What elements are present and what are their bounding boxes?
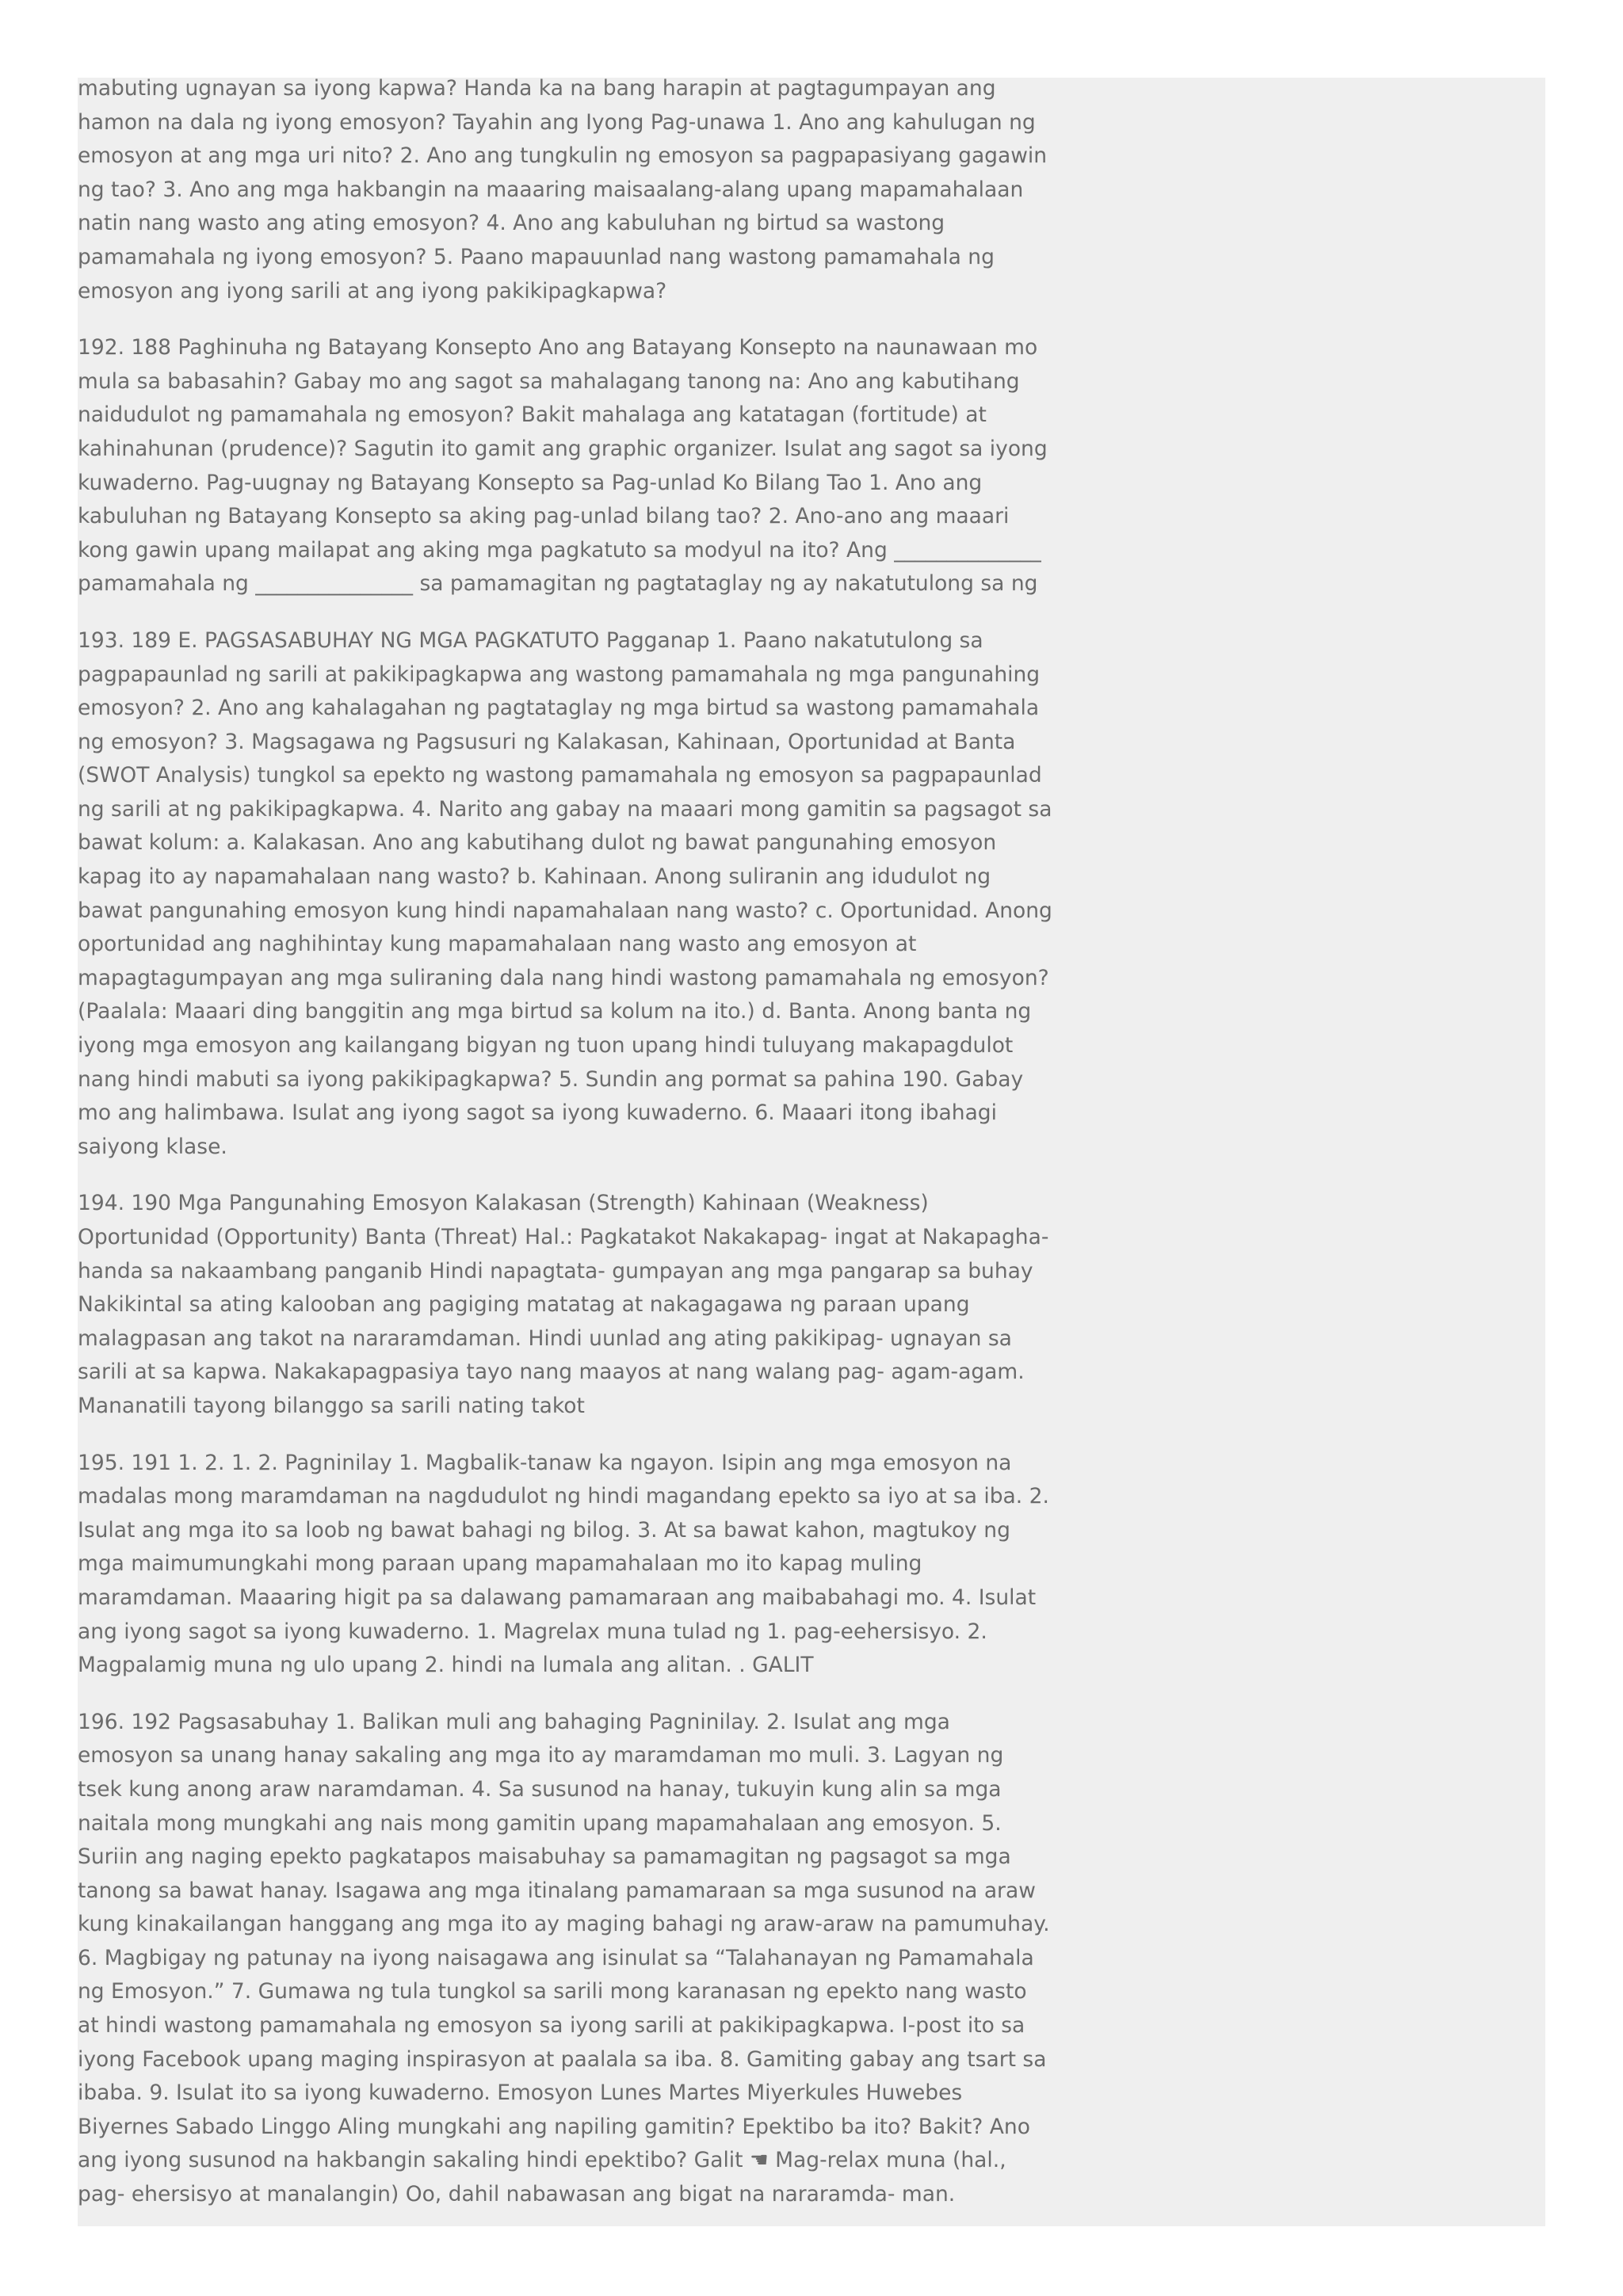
paragraph-section-193: 193. 189 E. PAGSASABUHAY NG MGA PAGKATUTO Pagganap 1. Paano nakatutulong sa pagpapaunlad ng sarili at pakikipagkapwa ang wastong pamamahala ng mga pangunahing emosyon? 2. Ano ang kahalagahan ng pagtataglay ng mga birtud sa wastong pamamahala ng emosyon? 3. Magsagawa ng Pagsusuri ng Kalakasan, Kahinaan, Oportunidad at Banta (SWOT Analysis) tungkol sa epekto ng wastong pamamahala ng emosyon sa pagpapaunlad ng sarili at ng pakikipagkapwa. 4. Narito ang gabay na maaari mong gamitin sa pagsagot sa bawat kolum: a. Kalakasan. Ano ang kabutihang dulot ng bawat pangunahing emosyon kapag ito ay napamahalaan nang wasto? b. Kahinaan. Anong suliranin ang idudulot ng bawat pangunahing emosyon kung hindi napamahalaan nang wasto? c. Oportunidad. Anong oportunidad ang naghihintay kung mapamahalaan nang wasto ang emosyon at mapagtagumpayan ang mga suliraning dala nang hindi wastong pamamahala ng emosyon? (Paalala: Maaari ding banggitin ang mga birtud sa kolum na ito.) d. Banta. Anong banta ng iyong mga emosyon ang kailangang bigyan ng tuon upang hindi tuluyang makapagdulot nang hindi mabuti sa iyong pakikipagkapwa? 5. Sundin ang pormat sa pahina 190. Gabay mo ang halimbawa. Isulat ang iyong sagot sa iyong kuwaderno. 6. Maaari itong ibahagi saiyong klase. — [78, 627, 1052, 1159]
paragraph-section-196: 196. 192 Pagsasabuhay 1. Balikan muli ang bahaging Pagninilay. 2. Isulat ang mga emosyon sa unang hanay sakaling ang mga ito ay maramdaman mo muli. 3. Lagyan ng tsek kung anong araw naramdaman. 4. Sa susunod na hanay, tukuyin kung alin sa mga naitala mong mungkahi ang nais mong gamitin upang mapamahalaan ang emosyon. 5. Suriin ang naging epekto pagkatapos maisabuhay sa pamamagitan ng pagsagot sa mga tanong sa bawat hanay. Isagawa ang mga itinalang pamamaraan sa mga susunod na araw kung kinakailangan hanggang ang mga ito ay maging bahagi ng araw-araw na pamumuhay. 6. Magbigay ng patunay na iyong naisagawa ang isinulat sa “Talahanayan ng Pamamahala ng Emosyon.” 7. Gumawa ng tula tungkol sa sarili mong karanasan ng epekto nang wasto at hindi wastong pamamahala ng emosyon sa iyong sarili at pakikipagkapwa. I-post ito sa iyong Facebook upang maging inspirasyon at paalala sa iba. 8. Gamiting gabay ang tsart sa ibaba. 9. Isulat ito sa iyong kuwaderno. Emosyon Lunes Martes Miyerkules Huwebes Biyernes Sabado Linggo Aling mungkahi ang napiling gamitin? Epektibo ba ito? Bakit? Ano ang iyong susunod na hakbangin sakaling hindi epektibo? Galit ☚ Mag-relax muna (hal., pag- ehersisyo at manalangin) Oo, dahil nabawasan ang bigat na nararamda- man. — [78, 1709, 1050, 2207]
document-page — [78, 78, 1545, 2226]
paragraph-section-194: 194. 190 Mga Pangunahing Emosyon Kalakasan (Strength) Kahinaan (Weakness) Oportunidad (Opportunity) Banta (Threat) Hal.: Pagkatakot Nakakapag- ingat at Nakapagha- handa sa nakaambang panganib Hindi napagtata- gumpayan ang mga pangarap sa buhay Nakikintal sa ating kalooban ang pagiging matatag at nakagagawa ng paraan upang malagpasan ang takot na nararamdaman. Hindi uunlad ang ating pakikipag- ugnayan sa sarili at sa kapwa. Nakakapagpasiya tayo nang maayos at nang walang pag- agam-agam. Mananatili tayong bilanggo sa sarili nating takot — [78, 1191, 1049, 1418]
document-body — [78, 78, 1052, 2235]
paragraph-intro-questions: mabuting ugnayan sa iyong kapwa? Handa ka na bang harapin at pagtagumpayan ang hamon na dala ng iyong emosyon? Tayahin ang Iyong Pag-unawa 1. Ano ang kahulugan ng emosyon at ang mga uri nito? 2. Ano ang tungkulin ng emosyon sa pagpapasiyang gagawin ng tao? 3. Ano ang mga hakbangin na maaaring maisaalang-alang upang mapamahalaan natin nang wasto ang ating emosyon? 4. Ano ang kabuluhan ng birtud sa wastong pamamahala ng iyong emosyon? 5. Paano mapauunlad nang wastong pamamahala ng emosyon ang iyong sarili at ang iyong pakikipagkapwa? — [78, 76, 1048, 303]
paragraph-section-192: 192. 188 Paghinuha ng Batayang Konsepto Ano ang Batayang Konsepto na naunawaan mo mula sa babasahin? Gabay mo ang sagot sa mahalagang tanong na: Ano ang kabutihang naidudulot ng pamamahala ng emosyon? Bakit mahalaga ang katatagan (fortitude) at kahinahunan (prudence)? Sagutin ito gamit ang graphic organizer. Isulat ang sagot sa iyong kuwaderno. Pag-uugnay ng Batayang Konsepto sa Pag-unlad Ko Bilang Tao 1. Ano ang kabuluhan ng Batayang Konsepto sa aking pag-unlad bilang tao? 2. Ano-ano ang maaari kong gawin upang mailapat ang aking mga pagkatuto sa modyul na ito? Ang ______________ pamamahala ng _______________ sa pamamagitan ng pagtataglay ng ay nakatutulong sa ng — [78, 335, 1048, 597]
paragraph-section-195: 195. 191 1. 2. 1. 2. Pagninilay 1. Magbalik-tanaw ka ngayon. Isipin ang mga emosyon na madalas mong maramdaman na nagdudulot ng hindi magandang epekto sa iyo at sa iba. 2. Isulat ang mga ito sa loob ng bawat bahagi ng bilog. 3. At sa bawat kahon, magtukoy ng mga maimumungkahi mong paraan upang mapamahalaan mo ito kapag muling maramdaman. Maaaring higit pa sa dalawang pamamaraan ang maibabahagi mo. 4. Isulat ang iyong sagot sa iyong kuwaderno. 1. Magrelax muna tulad ng 1. pag-eehersisyo. 2. Magpalamig muna ng ulo upang 2. hindi na lumala ang alitan. . GALIT — [78, 1450, 1049, 1678]
